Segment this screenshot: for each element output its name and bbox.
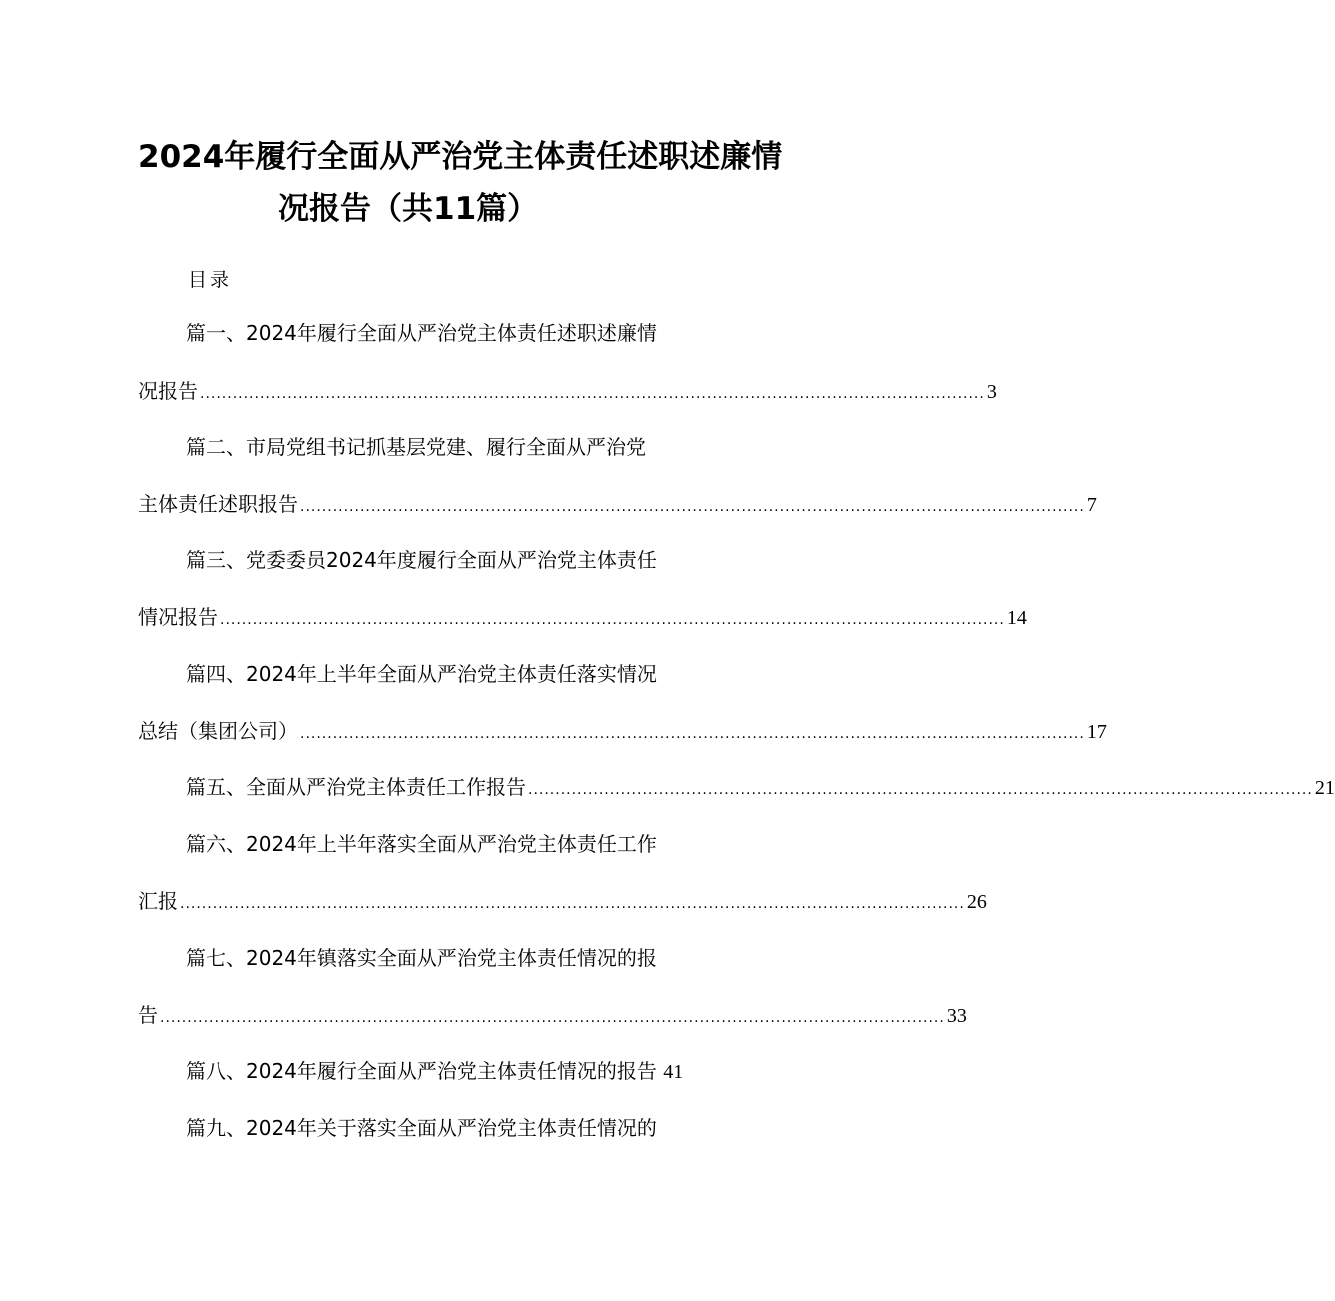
document-title-line-1: 2024年履行全面从严治党主体责任述职述廉情 xyxy=(138,139,783,175)
toc-leader-dots: ................................................................................................................................................ xyxy=(160,1010,945,1026)
toc-entry-7-line-2[interactable] xyxy=(138,1000,967,1033)
toc-entry-3-page: 14 xyxy=(1006,607,1027,629)
toc-entry-6-title-end: 汇报 xyxy=(138,889,178,913)
toc-entry-9-line-1[interactable]: 篇九、2024年关于落实全面从严治党主体责任情况的 xyxy=(186,1116,657,1140)
toc-entry-2-title-end: 主体责任述职报告 xyxy=(138,492,298,516)
toc-entry-2-page: 7 xyxy=(1086,494,1097,516)
toc-leader-dots: ................................................................................................................................................ xyxy=(180,896,965,912)
toc-leader-dots: ................................................................................................................................................ xyxy=(220,612,1005,628)
toc-entry-4-page: 17 xyxy=(1086,721,1107,743)
toc-entry-6-page: 26 xyxy=(966,891,987,913)
document-title-line-2: 况报告（共11篇） xyxy=(278,191,539,227)
toc-entry-1-line-1[interactable]: 篇一、2024年履行全面从严治党主体责任述职述廉情 xyxy=(186,321,657,345)
toc-entry-1-line-2[interactable] xyxy=(138,376,997,409)
toc-entry-4-line-1[interactable]: 篇四、2024年上半年全面从严治党主体责任落实情况 xyxy=(186,662,657,686)
toc-entry-8-title: 篇八、2024年履行全面从严治党主体责任情况的报告 xyxy=(186,1059,657,1083)
toc-leader-dots: ................................................................................................................................................ xyxy=(300,499,1085,515)
toc-entry-3-title-end: 情况报告 xyxy=(138,605,218,629)
toc-entry-8-page: 41 xyxy=(663,1061,684,1083)
toc-entry-7-line-1[interactable]: 篇七、2024年镇落实全面从严治党主体责任情况的报 xyxy=(186,946,657,970)
toc-entry-5-title: 篇五、全面从严治党主体责任工作报告 xyxy=(186,775,526,799)
toc-entry-6-line-1[interactable]: 篇六、2024年上半年落实全面从严治党主体责任工作 xyxy=(186,832,657,856)
toc-entry-7-page: 33 xyxy=(946,1005,967,1027)
toc-entry-1-title-end: 况报告 xyxy=(138,379,198,403)
toc-entry-4-title-end: 总结（集团公司） xyxy=(138,719,298,743)
toc-entry-2-line-1[interactable]: 篇二、市局党组书记抓基层党建、履行全面从严治党 xyxy=(186,435,646,459)
toc-entry-5-page: 21 xyxy=(1314,777,1335,799)
toc-entry-6-line-2[interactable] xyxy=(138,886,987,919)
toc-entry-3-line-1[interactable]: 篇三、党委委员2024年度履行全面从严治党主体责任 xyxy=(186,548,657,572)
toc-entry-5[interactable] xyxy=(186,772,1335,805)
toc-entry-1-page: 3 xyxy=(986,381,997,403)
toc-leader-dots: ................................................................................................................................................ xyxy=(200,386,985,402)
toc-entry-8[interactable] xyxy=(186,1056,683,1087)
toc-entry-7-title-end: 告 xyxy=(138,1003,158,1027)
toc-leader-dots: ................................................................................................................................................ xyxy=(528,782,1313,798)
toc-leader-dots: ................................................................................................................................................ xyxy=(300,726,1085,742)
toc-entry-2-line-2[interactable] xyxy=(138,489,1097,522)
toc-heading: 目录 xyxy=(188,269,233,291)
toc-entry-4-line-2[interactable] xyxy=(138,716,1107,749)
toc-entry-3-line-2[interactable] xyxy=(138,602,1027,635)
